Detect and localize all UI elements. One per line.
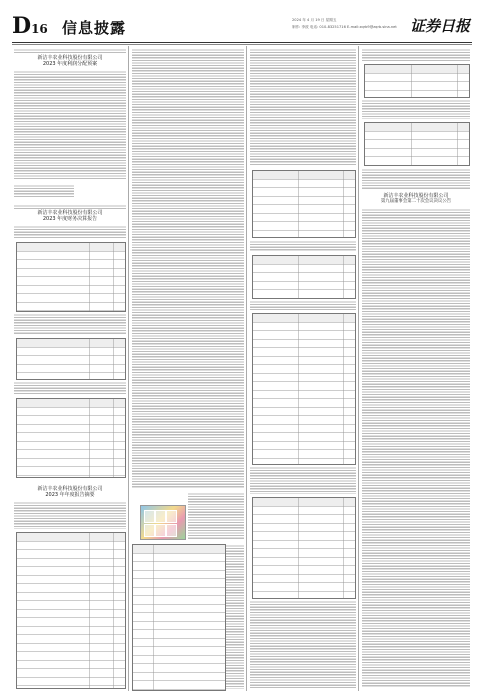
text-block	[362, 208, 470, 688]
data-table	[16, 338, 126, 380]
column-divider	[358, 46, 359, 691]
newspaper-logo: 证券日报	[409, 17, 470, 35]
text-block	[362, 48, 470, 62]
article-title: 第九届董事会第二十次会议决议公告	[380, 199, 452, 204]
text-block	[250, 48, 356, 166]
text-block	[188, 492, 244, 540]
data-table	[252, 497, 356, 599]
advertisement-image	[140, 505, 186, 540]
data-table	[16, 532, 126, 689]
data-table	[16, 398, 126, 478]
text-block	[14, 48, 126, 54]
text-block	[250, 300, 356, 310]
data-table	[252, 170, 356, 238]
article-company: 新洁丰农业科技股份有限公司	[383, 193, 449, 199]
text-block	[14, 381, 126, 395]
text-block	[132, 48, 244, 488]
data-table	[364, 122, 470, 166]
text-block	[250, 600, 356, 688]
data-table	[252, 255, 356, 299]
text-block	[14, 184, 74, 198]
section-number: 16	[31, 22, 48, 36]
column-divider	[128, 46, 129, 691]
column-divider	[246, 46, 247, 691]
date-line: 2024 年 4 月 19 日 星期五	[292, 18, 337, 22]
text-block	[14, 225, 126, 239]
article-title: 2023 年年度报告摘要	[45, 492, 95, 498]
text-block	[226, 544, 244, 689]
article-title: 2023 年度利润分配预案	[42, 61, 98, 67]
data-table	[132, 544, 226, 691]
masthead-rule-thin	[12, 44, 472, 45]
article-company: 新洁丰农业科技股份有限公司	[37, 486, 103, 492]
text-block	[14, 70, 126, 180]
text-block	[250, 240, 356, 252]
article-company: 新洁丰农业科技股份有限公司	[37, 210, 103, 216]
data-table	[252, 313, 356, 465]
article-title: 2023 年度财务决算报告	[42, 216, 98, 222]
data-table	[16, 242, 126, 312]
text-block	[362, 99, 470, 119]
text-block	[362, 168, 470, 190]
section-title: 信息披露	[62, 19, 127, 37]
editor-line: 制作: 李波 电话: 010-83251716 E-mail:zqrb9@zqrb.sina.net	[292, 25, 397, 29]
article-company: 新洁丰农业科技股份有限公司	[37, 55, 103, 61]
section-code	[12, 14, 48, 41]
text-block	[14, 501, 126, 529]
masthead	[12, 14, 472, 42]
text-block	[250, 466, 356, 494]
masthead-rule	[12, 42, 472, 43]
text-block	[14, 313, 126, 335]
section-letter: D	[12, 13, 32, 39]
data-table	[364, 64, 470, 98]
